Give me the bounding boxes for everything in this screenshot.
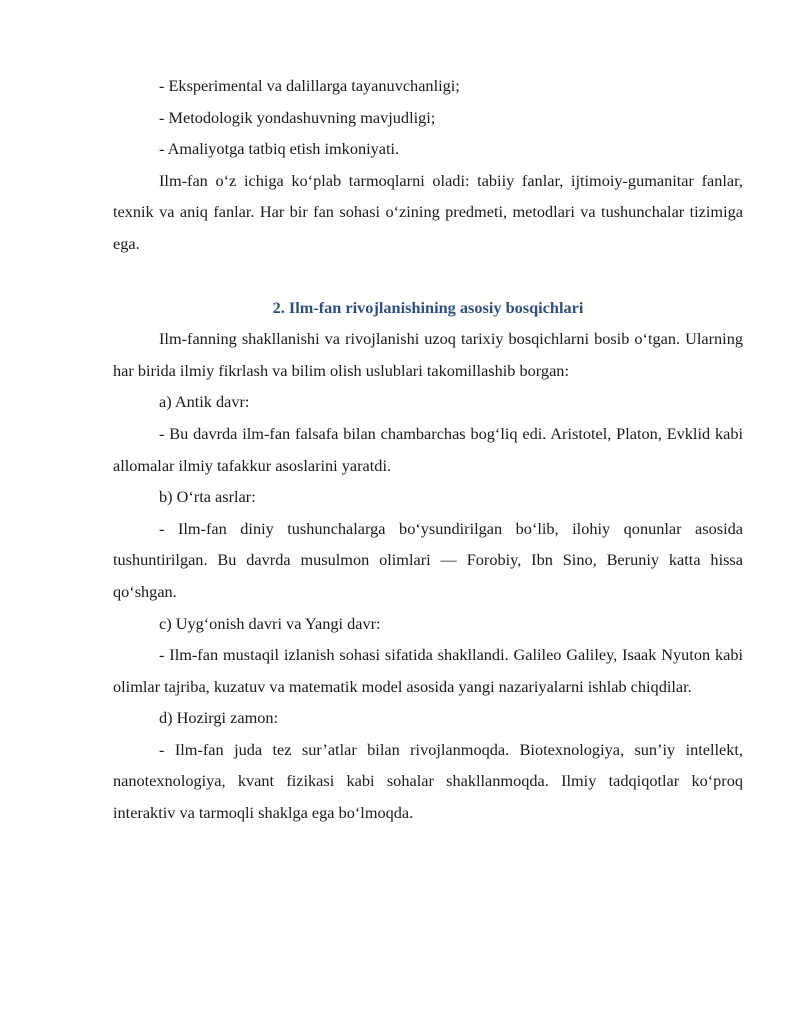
period-heading: c) Uyg‘onish davri va Yangi davr:	[159, 613, 381, 633]
period-heading: b) O‘rta asrlar:	[159, 487, 256, 507]
body-paragraph: - Ilm-fan diniy tushunchalarga bo‘ysundirilgan bo‘lib, ilohiy qonunlar asosida tushuntirilgan. Bu davrda musulmon olimlari — Forobiy, Ibn Sino, Beruniy katta hissa qo‘shgan.	[113, 518, 743, 601]
body-paragraph: - Ilm-fan juda tez sur’atlar bilan rivojlanmoqda. Biotexnologiya, sun’iy intellekt, nanotexnologiya, kvant fizikasi kabi sohalar shakllanmoqda. Ilmiy tadqiqotlar ko‘proq interaktiv va tarmoqli shaklga ega bo‘lmoqda.	[113, 739, 743, 823]
list-item: - Amaliyotga tatbiq etish imkoniyati.	[159, 139, 400, 159]
body-paragraph: Ilm-fanning shakllanishi va rivojlanishi uzoq tarixiy bosqichlarni bosib o‘tgan. Ularning har birida ilmiy fikrlash va bilim olish uslublari takomillashib borgan:	[113, 329, 743, 380]
body-paragraph: Ilm-fan o‘z ichiga ko‘plab tarmoqlarni oladi: tabiiy fanlar, ijtimoiy-gumanitar fanlar, texnik va aniq fanlar. Har bir fan sohasi o‘zining predmeti, metodlari va tushunchalar tizimiga ega.	[113, 170, 743, 253]
document-page	[113, 70, 743, 829]
section-heading: 2. Ilm-fan rivojlanishining asosiy bosqichlari	[272, 297, 584, 317]
body-paragraph: - Bu davrda ilm-fan falsafa bilan chambarchas bog‘liq edi. Aristotel, Platon, Evklid kabi allomalar ilmiy tafakkur asoslarini yaratdi.	[113, 423, 743, 475]
list-item: - Eksperimental va dalillarga tayanuvchanligi;	[159, 76, 460, 95]
body-paragraph: - Ilm-fan mustaqil izlanish sohasi sifatida shakllandi. Galileo Galiley, Isaak Nyuton kabi olimlar tajriba, kuzatuv va matematik model asosida yangi nazariyalarni ishlab chiqdilar.	[113, 645, 743, 696]
period-heading: d) Hozirgi zamon:	[159, 708, 279, 728]
list-item: - Metodologik yondashuvning mavjudligi;	[159, 107, 436, 127]
period-heading: a) Antik davr:	[159, 392, 250, 412]
